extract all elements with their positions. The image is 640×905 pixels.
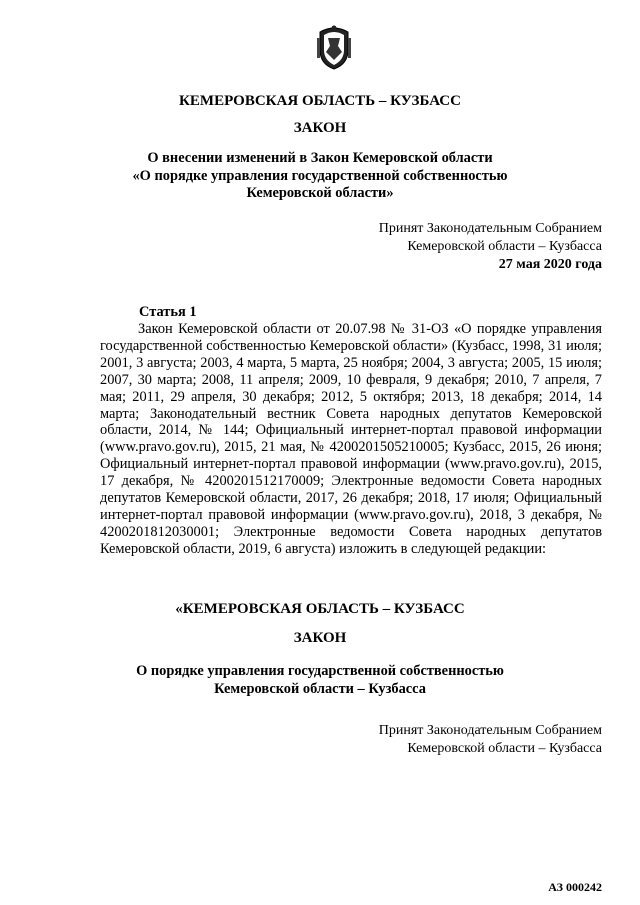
title-line: О внесении изменений в Закон Кемеровской области — [147, 150, 493, 166]
document-title — [0, 150, 640, 203]
adoption-block — [300, 220, 602, 274]
adoption-line: Принят Законодательным Собранием — [378, 221, 602, 236]
new-law-type: ЗАКОН — [293, 630, 347, 646]
title-line: О порядке управления государственной собственностью — [136, 663, 504, 679]
article-heading: Статья 1 — [139, 304, 197, 320]
form-serial-number: АЗ 000242 — [548, 880, 602, 894]
adoption-line: Принят Законодательным Собранием — [378, 723, 602, 738]
article-text — [100, 321, 602, 558]
title-line: Кемеровской области – Кузбасса — [214, 681, 426, 697]
title-line: Кемеровской области» — [246, 185, 394, 201]
article-body: Закон Кемеровской области от 20.07.98 № 31-ОЗ «О порядке управления государственной собственностью Кемеровской области» (Кузбасс, 1998, 31 июля; 2001, 3 августа; 2003, 4 марта, 5 марта, 25 ноября; 2004, 3 августа; 2005, 15 июля; 2007, 30 марта; 2008, 11 апреля; 2009, 10 февраля, 9 декабря; 2010, 7 апреля, 7 мая; 2011, 29 апреля, 30 декабря; 2012, 5 октября; 2013, 18 декабря; 2014, 14 марта; Законодательный вестник Совета народных депутатов Кемеровской области, 2014, № 144; Официальный интернет-портал правовой информации (www.pravo.gov.ru), 2015, 21 мая, № 4200201505210005; Кузбасс, 2015, 26 июня; Официальный интернет-портал правовой информации (www.pravo.gov.ru), 2015, 17 декабря, № 4200201512170009; Электронные ведомости Совета народных депутатов Кемеровской области, 2017, 26 декабря; 2018, 17 июля; Официальный интернет-портал правовой информации (www.pravo.gov.ru), 2018, 3 декабря, № 4200201812030001; Электронные ведомости Совета народных депутатов Кемеровской области, 2019, 6 августа) изложить в следующей редакции: — [100, 321, 602, 557]
document-type: ЗАКОН — [293, 120, 347, 136]
coat-of-arms-emblem — [316, 24, 352, 70]
adoption-line: Кемеровской области – Кузбасса — [407, 239, 602, 254]
adoption-date: 27 мая 2020 года — [498, 257, 602, 272]
title-line: «О порядке управления государственной собственностью — [132, 167, 508, 184]
new-law-region: «КЕМЕРОВСКАЯ ОБЛАСТЬ – КУЗБАСС — [175, 601, 465, 617]
region-heading: КЕМЕРОВСКАЯ ОБЛАСТЬ – КУЗБАСС — [179, 93, 461, 109]
new-law-adoption-block — [300, 722, 602, 758]
adoption-line: Кемеровской области – Кузбасса — [407, 741, 602, 756]
new-law-title — [0, 662, 640, 698]
